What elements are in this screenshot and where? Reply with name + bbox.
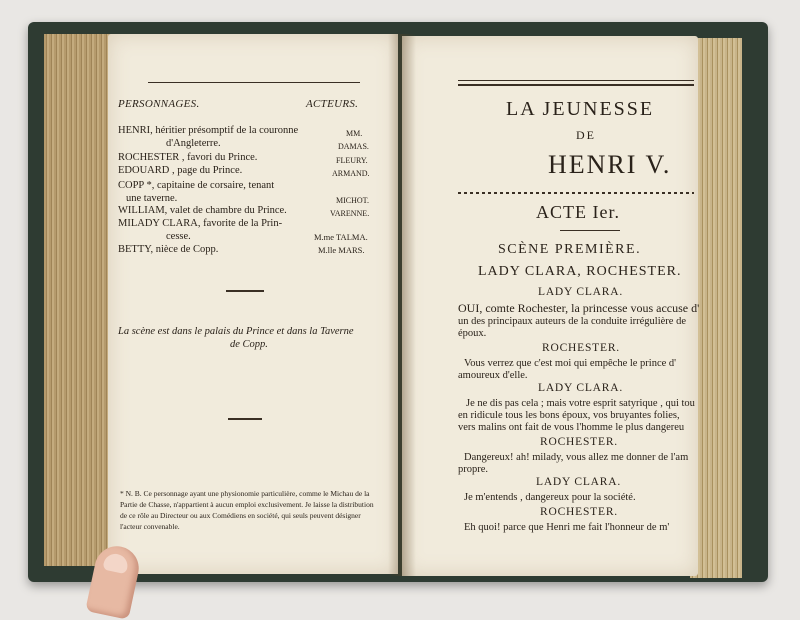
- book-gutter: [388, 34, 416, 576]
- actor-michot: MICHOT.: [336, 196, 369, 205]
- cast-betty: BETTY, nièce de Copp.: [118, 244, 219, 255]
- dialogue-line: Dangereux! ah! milady, vous allez me donner de l'am: [464, 452, 689, 463]
- actor-armand: ARMAND.: [332, 169, 370, 178]
- ornament-rule: [226, 290, 264, 292]
- actor-mm: MM.: [346, 129, 363, 138]
- dialogue-line: propre.: [458, 464, 489, 475]
- dialogue-line: Je m'entends , dangereux pour la société.: [464, 492, 636, 503]
- actor-varenne: VARENNE.: [330, 209, 370, 218]
- dialogue-line: amoureux d'elle.: [458, 370, 528, 381]
- title-line-3: HENRI V.: [548, 150, 672, 179]
- speaker-lady-clara: LADY CLARA.: [538, 382, 624, 394]
- cast-rochester: ROCHESTER , favori du Prince.: [118, 152, 258, 163]
- left-page-edges: [44, 34, 114, 566]
- act-underline: [560, 230, 620, 231]
- cast-henri-2: d'Angleterre.: [166, 138, 221, 149]
- speaker-lady-clara: LADY CLARA.: [536, 476, 622, 488]
- scene-characters: LADY CLARA, ROCHESTER.: [478, 264, 682, 279]
- cast-henri: HENRI, héritier présomptif de la couronne: [118, 125, 299, 136]
- right-page: [402, 36, 698, 576]
- acteurs-header: ACTEURS.: [306, 98, 359, 110]
- scene-heading: SCÈNE PREMIÈRE.: [498, 242, 642, 257]
- cast-milady-clara: MILADY CLARA, favorite de la Prin-: [118, 218, 283, 229]
- dialogue-line: Vous verrez que c'est moi qui empêche le prince d': [464, 358, 677, 369]
- dialogue-line: OUI, comte Rochester, la princesse vous accuse d': [458, 301, 700, 315]
- footnote: * N. B. Ce personnage ayant une physionomie particulière, comme le Michau de la Partie de Chasse, n'appartient à aucun emploi exclusivement. Je laisse la distribution de ce rôle au Directeur ou aux Comédiens en société, qui seuls peuvent désigner l'acteur convenable.: [120, 489, 374, 531]
- title-bottom-rule: [458, 192, 694, 194]
- speaker-rochester: ROCHESTER.: [540, 506, 618, 518]
- cast-copp-2: une taverne.: [126, 193, 178, 204]
- scene-location-2: de Copp.: [230, 339, 268, 350]
- personnages-header: PERSONNAGES.: [118, 98, 200, 110]
- cast-edouard: EDOUARD , page du Prince.: [118, 165, 243, 176]
- ornament-rule-2: [228, 418, 262, 420]
- act-heading: ACTE Ier.: [536, 202, 620, 222]
- actor-damas: DAMAS.: [338, 142, 369, 151]
- cast-copp: COPP *, capitaine de corsaire, tenant: [118, 180, 275, 191]
- dialogue-line: vers malins ont fait de vous l'homme le plus dangereu: [458, 422, 685, 433]
- left-page: [108, 34, 398, 574]
- scene-location: La scène est dans le palais du Prince et dans la Taverne: [118, 326, 354, 337]
- speaker-rochester: ROCHESTER.: [542, 342, 620, 354]
- title-line-2: DE: [576, 128, 596, 142]
- dialogue-line: Je ne dis pas cela ; mais votre esprit satyrique , qui tou: [466, 398, 695, 409]
- title-line-1: LA JEUNESSE: [506, 98, 655, 120]
- actor-mars: M.lle MARS.: [318, 245, 365, 255]
- actor-fleury: FLEURY.: [336, 156, 368, 165]
- dialogue-line: en ridicule tous les bons époux, vos bruyantes folies,: [458, 410, 680, 421]
- speaker-rochester: ROCHESTER.: [540, 436, 618, 448]
- speaker-lady-clara: LADY CLARA.: [538, 286, 624, 298]
- title-top-rule: [458, 80, 694, 81]
- top-rule: [148, 82, 360, 83]
- actor-talma: M.me TALMA.: [314, 232, 368, 242]
- cast-william: WILLIAM, valet de chambre du Prince.: [118, 205, 287, 216]
- dialogue-line: Eh quoi! parce que Henri me fait l'honneur de m': [464, 522, 670, 533]
- cast-milady-clara-2: cesse.: [166, 231, 191, 242]
- dialogue-line: un des principaux auteurs de la conduite irrégulière de: [458, 316, 686, 327]
- dialogue-line: époux.: [458, 328, 487, 339]
- title-top-rule-2: [458, 84, 694, 86]
